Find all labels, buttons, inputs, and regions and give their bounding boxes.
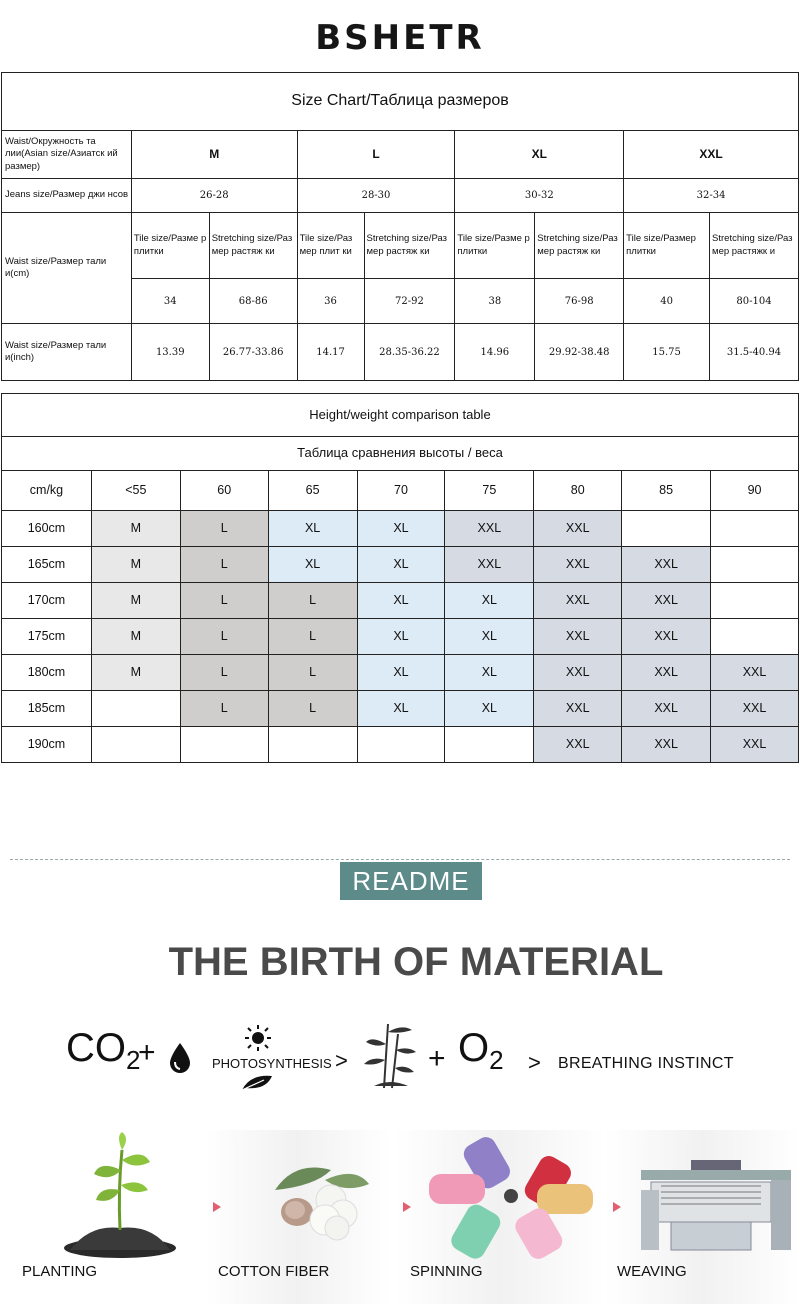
size-cell: XL [357,583,445,619]
size-cell: XL [357,655,445,691]
size-cell [711,547,799,583]
size-cell: L [268,619,357,655]
size-cell: M [91,583,180,619]
size-cell: L [268,583,357,619]
tile-size-label: Tile size/Размер плитки [624,213,710,279]
step-cotton-fiber [205,1130,390,1304]
size-cell: M [91,619,180,655]
step-arrow-icon [213,1202,221,1212]
hw-row [2,727,799,763]
size-cell: XL [445,619,534,655]
size-cell [622,511,711,547]
weight-header: 60 [180,471,268,511]
size-cell: M [91,547,180,583]
section-divider [10,859,790,860]
weaving-loom-image [631,1130,796,1260]
height-label: 175cm [2,619,92,655]
weight-header: <55 [91,471,180,511]
size-cell: L [180,691,268,727]
thread-spools-image [419,1130,599,1260]
waist-cm-value: 40 [624,279,710,324]
height-weight-table [1,393,799,763]
step-arrow-icon [403,1202,411,1212]
size-cell [711,583,799,619]
waist-inch-value: 29.92-38.48 [535,324,624,381]
plus-sign: + [428,1042,446,1075]
size-cell [91,691,180,727]
bamboo-icon [362,1020,418,1090]
step-planting [0,1130,200,1304]
size-cell: L [180,583,268,619]
size-cell [91,727,180,763]
stretch-size-label: Stretching size/Раз мер растяжк и [710,213,799,279]
jeans-size-m: 26-28 [131,179,297,213]
o2-text: $O_2$ [458,1026,504,1075]
size-cell: XXL [622,583,711,619]
greater-than-sign: > [335,1048,348,1073]
plant-sprout-image [60,1130,180,1260]
leaf-icon [240,1074,274,1092]
hw-row [2,583,799,619]
step-label-planting: PLANTING [22,1263,98,1280]
hw-title-en: Height/weight comparison table [2,394,799,437]
stretch-size-label: Stretching size/Раз мер растяж ки [364,213,455,279]
size-cell: L [180,511,268,547]
hw-row [2,655,799,691]
size-cell: XXL [622,691,711,727]
waist-size-label: Waist/Окружность та лии(Asian size/Азиатск ий размер) [2,131,132,179]
jeans-size-xxl: 32-34 [624,179,799,213]
size-cell: XXL [622,547,711,583]
size-cell: L [268,691,357,727]
waist-cm-value: 68-86 [209,279,297,324]
hw-row [2,619,799,655]
brand-logo: BSHETR [315,18,485,58]
jeans-size-xl: 30-32 [455,179,624,213]
size-cell: L [180,547,268,583]
size-header-xl: XL [455,131,624,179]
waist-cm-value: 72-92 [364,279,455,324]
sun-icon [244,1024,272,1052]
size-header-m: M [131,131,297,179]
size-chart-table [1,72,799,381]
size-cell: XXL [711,655,799,691]
size-cell: XXL [711,727,799,763]
jeans-size-label: Jeans size/Размер джи нсов [2,179,132,213]
size-cell: XXL [622,727,711,763]
size-cell [357,727,445,763]
size-cell: XXL [622,655,711,691]
jeans-size-l: 28-30 [297,179,455,213]
size-cell: XXL [534,511,622,547]
size-cell [180,727,268,763]
stretch-size-label: Stretching size/Раз мер растяж ки [209,213,297,279]
size-header-l: L [297,131,455,179]
size-cell: XXL [534,619,622,655]
size-cell: XXL [534,583,622,619]
readme-badge: README [340,862,482,900]
size-cell: XL [268,511,357,547]
step-label-cotton-fiber: COTTON FIBER [218,1263,330,1280]
waist-inch-value: 31.5-40.94 [710,324,799,381]
size-cell: XL [357,547,445,583]
waist-inch-label: Waist size/Размер тали и(inch) [2,324,132,381]
size-cell [711,619,799,655]
weight-header: 90 [711,471,799,511]
tile-size-label: Tile size/Раз мер плит ки [297,213,364,279]
greater-than-sign: > [528,1050,541,1075]
waist-inch-value: 28.35-36.22 [364,324,455,381]
step-arrow-icon [613,1202,621,1212]
waist-cm-value: 34 [131,279,209,324]
tile-size-label: Tile size/Разме р плитки [131,213,209,279]
height-label: 190cm [2,727,92,763]
size-cell: XXL [711,691,799,727]
size-cell: XXL [622,619,711,655]
waist-cm-value: 36 [297,279,364,324]
weight-header: 75 [445,471,534,511]
size-chart-title: Size Chart/Таблица размеров [2,73,799,131]
size-cell: XL [445,691,534,727]
breathing-instinct-label: BREATHING INSTINCT [558,1055,734,1072]
tile-size-label: Tile size/Разме р плитки [455,213,535,279]
size-cell: XL [445,583,534,619]
size-cell: XL [268,547,357,583]
size-cell: XL [357,619,445,655]
birth-title: THE BIRTH OF MATERIAL [168,940,664,984]
size-cell: XL [445,655,534,691]
size-cell: L [180,619,268,655]
photosynthesis-label: PHOTOSYNTHESIS [212,1056,332,1071]
size-cell: XXL [534,655,622,691]
size-cell: L [268,655,357,691]
size-cell: M [91,511,180,547]
waist-inch-value: 26.77-33.86 [209,324,297,381]
step-label-weaving: WEAVING [617,1263,687,1280]
waist-cm-value: 80-104 [710,279,799,324]
size-cell: XXL [534,691,622,727]
hw-row [2,691,799,727]
weight-header: 70 [357,471,445,511]
weight-header: 80 [534,471,622,511]
plus-sign: + [138,1036,156,1069]
waist-cm-label: Waist size/Размер тали и(cm) [2,213,132,324]
step-weaving [605,1130,800,1304]
hw-row [2,511,799,547]
stretch-size-label: Stretching size/Раз мер растяж ки [535,213,624,279]
hw-title-ru: Таблица сравнения высоты / веса [2,437,799,471]
size-cell [445,727,534,763]
waist-cm-value: 38 [455,279,535,324]
waist-inch-value: 14.96 [455,324,535,381]
size-cell [268,727,357,763]
size-cell: XXL [534,547,622,583]
cotton-boll-image [245,1130,375,1260]
size-header-xxl: XXL [624,131,799,179]
size-cell: XXL [445,547,534,583]
material-steps [0,1130,800,1304]
size-cell: M [91,655,180,691]
size-cell: XL [357,691,445,727]
height-label: 160cm [2,511,92,547]
height-label: 185cm [2,691,92,727]
step-label-spinning: SPINNING [410,1263,483,1280]
waist-inch-value: 13.39 [131,324,209,381]
photosynthesis-equation [0,1020,800,1100]
size-cell: L [180,655,268,691]
step-spinning [395,1130,605,1304]
hw-corner-label: cm/kg [2,471,92,511]
waist-inch-value: 15.75 [624,324,710,381]
height-label: 170cm [2,583,92,619]
size-cell: XXL [445,511,534,547]
weight-header: 65 [268,471,357,511]
waist-cm-value: 76-98 [535,279,624,324]
weight-header: 85 [622,471,711,511]
waist-inch-value: 14.17 [297,324,364,381]
size-cell: XL [357,511,445,547]
height-label: 180cm [2,655,92,691]
hw-row [2,547,799,583]
size-cell [711,511,799,547]
size-cell: XXL [534,727,622,763]
height-label: 165cm [2,547,92,583]
co2-text: $CO_2$ [66,1026,141,1075]
water-drop-icon [168,1042,192,1074]
